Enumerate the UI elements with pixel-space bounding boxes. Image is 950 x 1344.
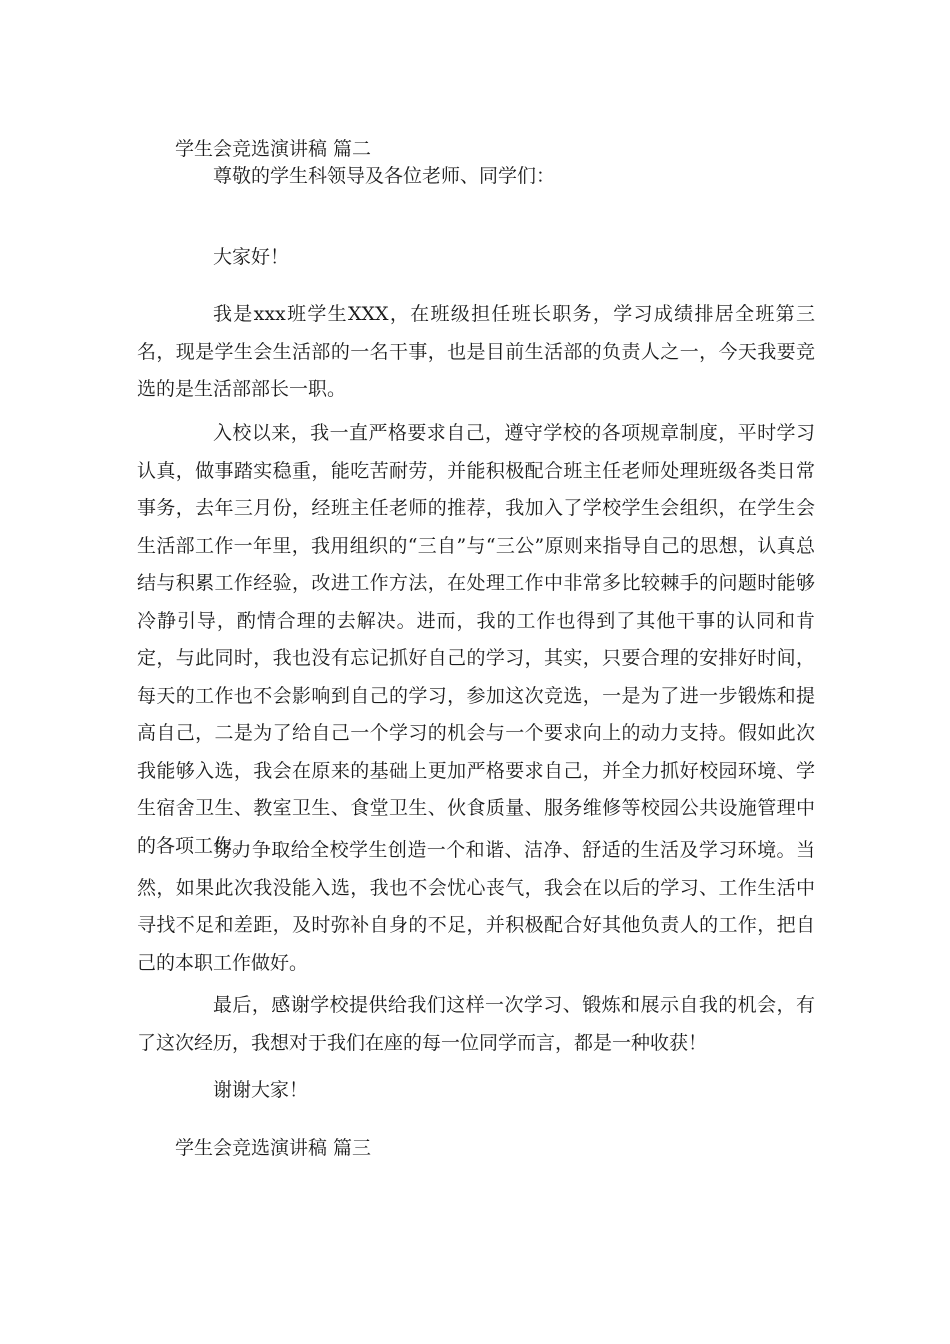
section-heading-3: 学生会竞选演讲稿 篇三 bbox=[175, 1137, 372, 1159]
closing: 谢谢大家！ bbox=[213, 1079, 309, 1101]
paragraph-thanks: 最后，感谢学校提供给我们这样一次学习、锻炼和展示自我的机会，有了这次经历，我想对于我们在座的每一位同学而言，都是一种收获！ bbox=[137, 994, 815, 1054]
paragraph-experience: 入校以来，我一直严格要求自己，遵守学校的各项规章制度，平时学习认真，做事踏实稳重，能吃苦耐劳，并能积极配合班主任老师处理班级各类日常事务，去年三月份，经班主任老师的推荐，我加入了学校学生会组织，在学生会生活部工作一年里，我用组织的“三自”与“三公”原则来指导自己的思想，认真总结与积累工作经验，改进工作方法，在处理工作中非常多比较棘手的问题时能够冷静引导，酌情合理的去解决。进而，我的工作也得到了其他干事的认同和肯定，与此同时，我也没有忘记抓好自己的学习，其实，只要合理的安排好时间，每天的工作也不会影响到自己的学习，参加这次竞选，一是为了进一步锻炼和提高自己，二是为了给自己一个学习的机会与一个要求向上的动力支持。假如此次我能够入选，我会在原来的基础上更加严格要求自己，并全力抓好校园环境、学生宿舍卫生、教室卫生、食堂卫生、伙食质量、服务维修等校园公共设施管理中的各项工作。 bbox=[137, 422, 815, 857]
section-heading-2: 学生会竞选演讲稿 篇二 bbox=[175, 138, 372, 160]
paragraph-introduction: 我是xxx班学生XXX，在班级担任班长职务，学习成绩排居全班第三名，现是学生会生活部的一名干事，也是目前生活部的负责人之一，今天我要竞选的是生活部部长一职。 bbox=[137, 303, 815, 400]
salutation: 尊敬的学生科领导及各位老师、同学们： bbox=[213, 165, 556, 187]
greeting: 大家好！ bbox=[213, 246, 290, 268]
paragraph-goals: 努力争取给全校学生创造一个和谐、洁净、舒适的生活及学习环境。当然，如果此次我没能入选，我也不会忧心丧气，我会在以后的学习、工作生活中寻找不足和差距，及时弥补自身的不足，并积极配合好其他负责人的工作，把自己的本职工作做好。 bbox=[137, 839, 815, 974]
